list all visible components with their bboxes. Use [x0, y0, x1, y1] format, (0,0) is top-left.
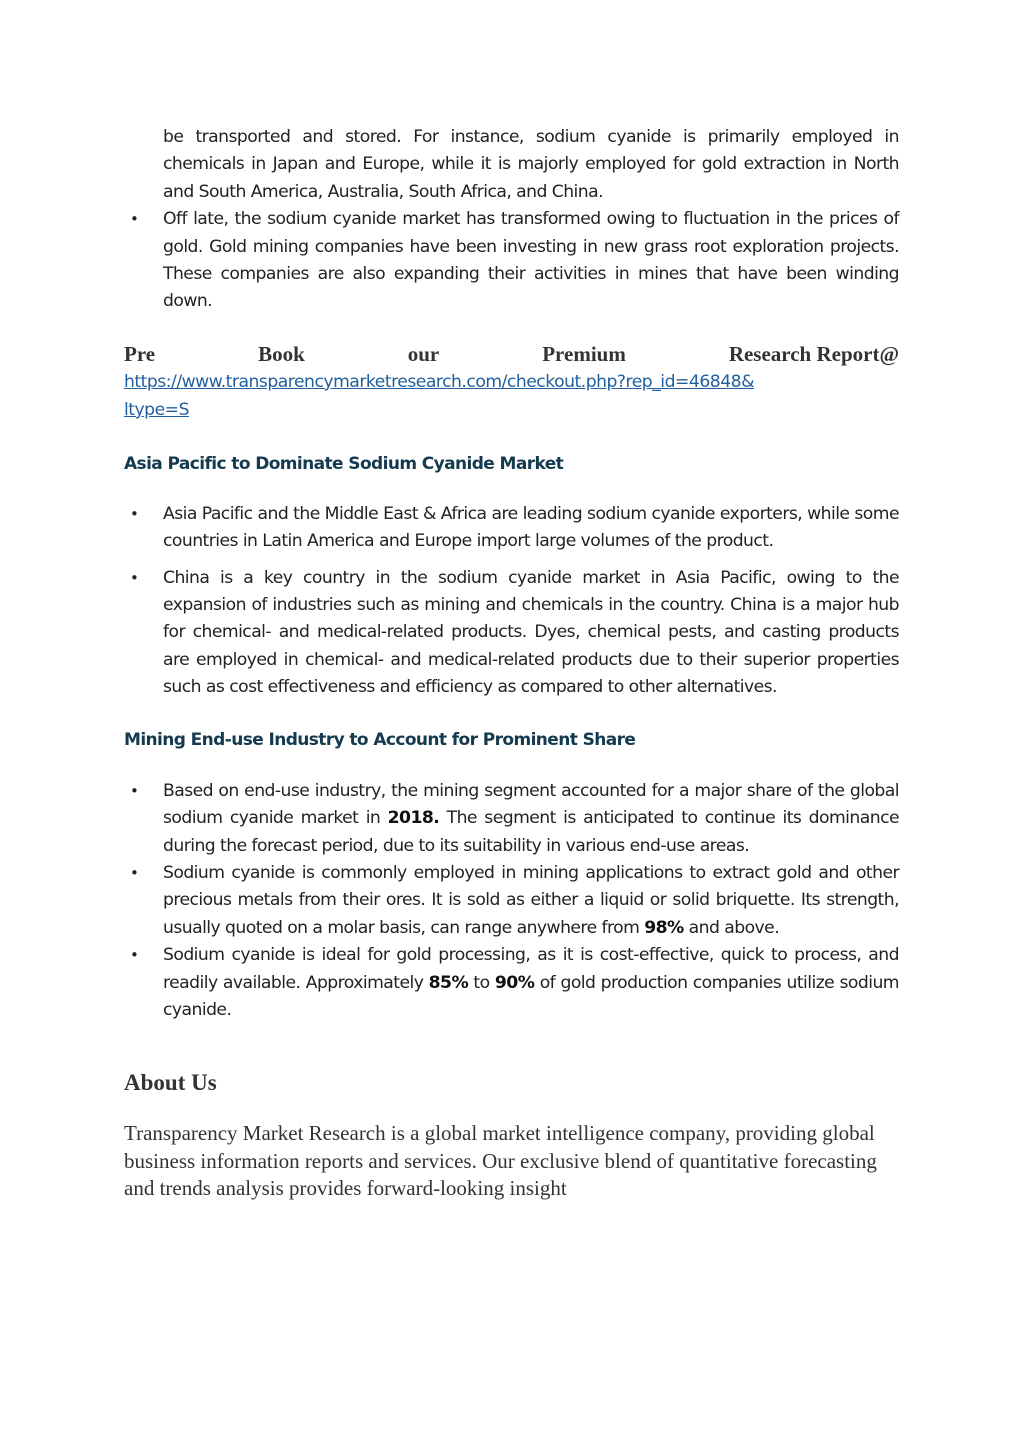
bold-percent: 98%: [644, 917, 684, 938]
about-heading: About Us: [124, 1070, 217, 1096]
bold-percent: 85%: [428, 972, 469, 993]
mining-bullet-list: [124, 778, 899, 1025]
bold-percent: 90%: [494, 972, 535, 993]
prebook-word: Research Report@: [728, 341, 899, 366]
prebook-word: our: [407, 341, 440, 366]
section-heading-mining: Mining End-use Industry to Account for Prominent Share: [124, 729, 636, 750]
list-item: • China is a key country in the sodium cyanide market in Asia Pacific, owing to the expansion of industries such as mining and chemicals in the country. China is a major hub for chemical- and medical-related products. Dyes, chemical pests, and casting products are employed in chemical- and medical-related products due to their superior properties such as cost effectiveness and efficiency as compared to other alternatives.: [124, 565, 899, 702]
prebook-word: Premium: [542, 341, 626, 366]
list-item: • Sodium cyanide is ideal for gold processing, as it is cost-effective, quick to process, and readily available. Approximately 85% to 90% of gold production companies utilize sodium cyanide.: [124, 942, 899, 1024]
list-item: • Sodium cyanide is commonly employed in mining applications to extract gold and other precious metals from their ores. It is sold as either a liquid or solid briquette. Its strength, usually quoted on a molar basis, can range anywhere from 98% and above.: [124, 860, 899, 942]
intro-continued-paragraph: be transported and stored. For instance, sodium cyanide is primarily employed in chemicals in Japan and Europe, while it is majorly employed for gold extraction in North and South America, Australia, South Africa, and China.: [163, 127, 899, 202]
checkout-link-line1[interactable]: https://www.transparencymarketresearch.com/checkout.php?rep_id=46848&: [124, 371, 754, 392]
asia-bullet-list: [124, 501, 899, 702]
intro-bullet-list: [124, 206, 899, 316]
checkout-link[interactable]: [124, 368, 899, 424]
list-item: • Off late, the sodium cyanide market has transformed owing to fluctuation in the prices of gold. Gold mining companies have been investing in new grass root exploration projects. These companies are also expanding their activities in mines that have been winding down.: [124, 206, 899, 316]
about-paragraph: Transparency Market Research is a global market intelligence company, providing global business information reports and services. Our exclusive blend of quantitative forecasting and trends analysis provides forward-looking insight: [124, 1121, 877, 1201]
prebook-word: Pre: [124, 341, 156, 366]
checkout-link-line2[interactable]: ltype=S: [124, 399, 189, 420]
prebook-word: Book: [258, 341, 305, 366]
list-item: • Asia Pacific and the Middle East & Africa are leading sodium cyanide exporters, while some countries in Latin America and Europe import large volumes of the product.: [124, 501, 899, 556]
prebook-line: [124, 340, 899, 368]
list-item: • Based on end-use industry, the mining segment accounted for a major share of the global sodium cyanide market in 2018. The segment is anticipated to continue its dominance during the forecast period, due to its suitability in various end-use areas.: [124, 778, 899, 860]
bold-year: 2018.: [387, 808, 440, 829]
document-page: [124, 124, 899, 1203]
section-heading-asia: Asia Pacific to Dominate Sodium Cyanide Market: [124, 453, 564, 474]
